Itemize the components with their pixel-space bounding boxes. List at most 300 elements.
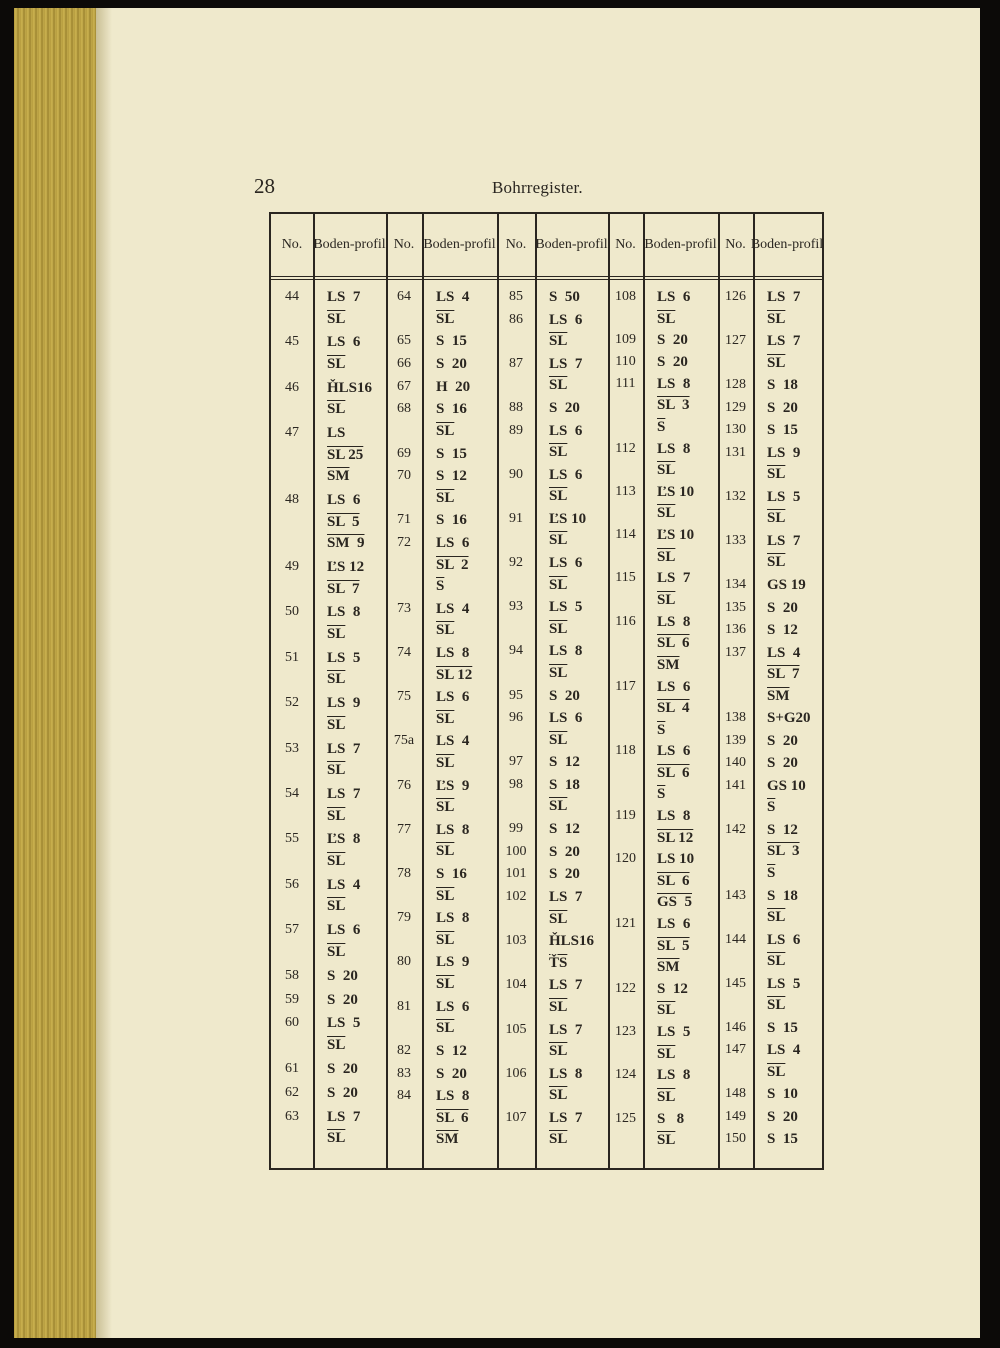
soil-profile-entry: $\overline{SM}$ xyxy=(657,959,680,976)
soil-profile-entry: LS 7 xyxy=(767,532,801,549)
row-number: 47 xyxy=(285,425,299,441)
soil-profile-entry: S 20 xyxy=(327,991,358,1008)
soil-profile-entry: SL 7 xyxy=(767,666,800,683)
soil-profile-entry: S 15 xyxy=(436,333,467,350)
row-number: 103 xyxy=(505,933,527,949)
row-number: 104 xyxy=(505,977,527,993)
soil-profile-entry: LS 8 xyxy=(436,910,470,927)
soil-profile-entry: LS 6 xyxy=(327,492,361,509)
soil-profile-entry: S 50 xyxy=(549,289,580,305)
soil-profile-entry: $\overline{SL}$ xyxy=(327,852,346,869)
row-number: 146 xyxy=(725,1019,746,1035)
row-number: 71 xyxy=(397,512,411,528)
row-number: 115 xyxy=(615,570,636,586)
row-number: 99 xyxy=(509,821,523,837)
soil-profile-entry: ĽS 12 xyxy=(327,559,365,575)
soil-profile-entry: $\overline{SL}$ xyxy=(657,462,676,479)
soil-profile-entry: LS 7 xyxy=(767,289,801,305)
soil-profile-entry: $\overline{SL}$ xyxy=(436,422,455,439)
soil-profile-entry: LS 5 xyxy=(327,1015,361,1032)
soil-profile-entry: LS 6 xyxy=(657,289,691,305)
header-no: No. xyxy=(725,237,746,252)
row-number: 57 xyxy=(285,922,299,938)
soil-profile-entry: $\overline{SL}$ xyxy=(327,762,346,779)
soil-profile-entry: $\overline{SL}$ xyxy=(767,1063,786,1080)
soil-profile-entry: $\overline{SL}$ xyxy=(436,310,455,327)
soil-profile-entry: ĽS 10 xyxy=(549,510,587,527)
row-number: 131 xyxy=(725,444,746,460)
soil-profile-entry: S 16 xyxy=(436,866,467,883)
soil-profile-entry: S 20 xyxy=(657,354,688,371)
row-number: 109 xyxy=(615,332,636,348)
row-number: 58 xyxy=(285,967,299,983)
row-number: 106 xyxy=(505,1065,527,1081)
soil-profile-entry: LS 4 xyxy=(436,733,470,750)
soil-profile-entry: S 16 xyxy=(436,401,467,418)
soil-profile-entry: GS 19 xyxy=(767,576,806,593)
soil-profile-entry: $\overline{S}$ xyxy=(657,786,666,803)
row-number: 81 xyxy=(397,998,411,1014)
row-number: 138 xyxy=(725,710,746,726)
soil-profile-entry: $\overline{SL}$ xyxy=(436,843,455,860)
row-number: 72 xyxy=(397,535,411,551)
soil-profile-entry: S 15 xyxy=(436,445,467,462)
row-number: 107 xyxy=(505,1109,527,1125)
soil-profile-entry: SL 6 xyxy=(436,1109,469,1126)
row-number: 143 xyxy=(725,887,746,903)
row-number: 149 xyxy=(725,1108,746,1124)
row-number: 67 xyxy=(397,378,411,394)
soil-profile-entry: $\overline{SL}$ xyxy=(436,754,455,771)
row-number: 65 xyxy=(397,333,411,349)
soil-profile-entry: $\overline{SL}$ xyxy=(327,625,346,642)
soil-profile-entry: $\overline{SL}$ xyxy=(549,1043,568,1060)
row-number: 139 xyxy=(725,732,746,748)
soil-profile-entry: LS 6 xyxy=(549,710,583,727)
row-number: 44 xyxy=(285,289,299,304)
row-number: 53 xyxy=(285,740,299,756)
soil-profile-entry: LS 8 xyxy=(657,440,691,457)
row-number: 89 xyxy=(509,422,523,438)
running-header: Bohrregister. xyxy=(492,178,583,197)
soil-profile-entry: S 12 xyxy=(436,1042,467,1059)
row-number: 45 xyxy=(285,334,299,350)
row-number: 77 xyxy=(397,821,411,837)
row-number: 66 xyxy=(397,355,411,371)
row-number: 55 xyxy=(285,831,299,847)
soil-profile-entry: SL 5 xyxy=(657,937,690,954)
soil-profile-entry: $\overline{SL}$ xyxy=(436,1020,455,1037)
soil-profile-entry: SL 4 xyxy=(657,700,690,716)
header-rule xyxy=(271,276,822,280)
row-number: 124 xyxy=(615,1067,636,1083)
soil-profile-entry: S 20 xyxy=(767,732,798,749)
row-number: 75a xyxy=(393,733,415,749)
row-number: 86 xyxy=(509,311,523,327)
soil-profile-entry: LS xyxy=(327,425,346,442)
header-bodenprofil-line1: Boden- xyxy=(423,237,465,252)
page-edges xyxy=(14,8,96,1338)
soil-profile-entry: $\overline{SL}$ xyxy=(549,576,568,593)
row-number: 147 xyxy=(725,1042,746,1058)
soil-profile-entry: LS 7 xyxy=(327,786,361,802)
soil-profile-entry: LS 6 xyxy=(327,922,361,939)
soil-profile-entry: LS 9 xyxy=(327,695,361,712)
soil-profile-entry: $\overline{SL}$ xyxy=(767,354,786,371)
row-number: 148 xyxy=(725,1086,746,1102)
row-number: 70 xyxy=(397,468,411,484)
row-number: 49 xyxy=(285,559,299,574)
soil-profile-entry: $\overline{S}$ xyxy=(436,578,445,595)
soil-profile-entry: SL 3 xyxy=(767,843,800,860)
soil-profile-entry: S 20 xyxy=(436,355,467,372)
row-number: 75 xyxy=(397,689,411,705)
soil-profile-entry: S 20 xyxy=(767,755,798,772)
soil-profile-entry: $\overline{S}$ xyxy=(767,799,776,816)
soil-profile-entry: S 20 xyxy=(327,1060,358,1077)
soil-profile-entry: SM 9 xyxy=(327,535,365,552)
soil-profile-entry: LS 6 xyxy=(327,334,361,351)
soil-profile-entry: S 20 xyxy=(549,866,580,883)
column-divider xyxy=(313,214,315,1168)
soil-profile-entry: LS 6 xyxy=(549,466,583,483)
soil-profile-entry: $\overline{SL}$ xyxy=(657,310,676,327)
row-number: 132 xyxy=(725,488,746,504)
row-number: 136 xyxy=(725,622,746,638)
soil-profile-entry: $\overline{SL}$ xyxy=(549,731,568,748)
row-number: 141 xyxy=(725,777,746,793)
row-number: 78 xyxy=(397,866,411,882)
soil-profile-entry: $\overline{SL}$ xyxy=(549,532,568,549)
header-no: No. xyxy=(505,237,527,252)
row-number: 130 xyxy=(725,422,746,438)
soil-profile-entry: SL 7 xyxy=(327,580,360,597)
row-number: 102 xyxy=(505,889,527,905)
row-number: 50 xyxy=(285,604,299,620)
soil-profile-entry: S 16 xyxy=(436,512,467,529)
row-number: 100 xyxy=(505,843,527,859)
soil-profile-entry: S 12 xyxy=(767,821,798,838)
row-number: 79 xyxy=(397,910,411,926)
soil-profile-entry: S 12 xyxy=(436,468,467,485)
soil-profile-entry: $\overline{SL}$ xyxy=(767,909,786,926)
row-number: 111 xyxy=(615,375,636,391)
bohrregister-table xyxy=(269,212,824,1170)
soil-profile-entry: LS 4 xyxy=(436,600,470,617)
soil-profile-entry: LS 7 xyxy=(327,740,361,757)
soil-profile-entry: $\overline{SL}$ xyxy=(549,620,568,637)
soil-profile-entry: LS 7 xyxy=(549,977,583,994)
row-number: 85 xyxy=(509,289,523,304)
header-bodenprofil xyxy=(750,214,824,276)
soil-profile-entry: LS 8 xyxy=(436,645,470,662)
soil-profile-entry: S 12 xyxy=(767,622,798,639)
row-number: 48 xyxy=(285,492,299,508)
soil-profile-entry: $\overline{SL}$ xyxy=(436,931,455,948)
soil-profile-entry: $\overline{ŤS}$ xyxy=(549,954,568,971)
row-number: 105 xyxy=(505,1021,527,1037)
row-number: 108 xyxy=(615,289,636,304)
row-number: 125 xyxy=(615,1110,636,1126)
soil-profile-entry: $\overline{S}$ xyxy=(657,418,666,435)
soil-profile-entry: LS 8 xyxy=(549,1065,583,1082)
soil-profile-entry: LS 4 xyxy=(767,1042,801,1059)
row-number: 60 xyxy=(285,1015,299,1031)
soil-profile-entry: $\overline{SL}$ xyxy=(767,554,786,571)
row-number: 126 xyxy=(725,289,746,304)
soil-profile-entry: $\overline{SM}$ xyxy=(657,656,680,673)
soil-profile-entry: LS 8 xyxy=(657,808,691,825)
row-number: 137 xyxy=(725,644,746,660)
soil-profile-entry: LS 6 xyxy=(436,535,470,552)
soil-profile-entry: $\overline{SL}$ xyxy=(767,997,786,1014)
soil-profile-entry: LS 5 xyxy=(767,975,801,992)
soil-profile-entry: S 15 xyxy=(767,422,798,439)
header-bodenprofil-line1: Boden- xyxy=(535,237,577,252)
soil-profile-entry: LS 5 xyxy=(327,649,361,666)
page-number: 28 xyxy=(254,174,275,198)
soil-profile-entry: $\overline{SL}$ xyxy=(549,798,568,815)
soil-profile-entry: GS 10 xyxy=(767,777,806,794)
soil-profile-entry: S 20 xyxy=(767,1108,798,1125)
soil-profile-entry: $\overline{SL}$ xyxy=(549,1131,568,1148)
soil-profile-entry: SL 3 xyxy=(657,397,690,414)
row-number: 83 xyxy=(397,1065,411,1081)
row-number: 117 xyxy=(615,678,636,694)
header-bodenprofil-line2: profil xyxy=(685,237,717,252)
row-number: 52 xyxy=(285,695,299,711)
row-number: 74 xyxy=(397,645,411,661)
header-bodenprofil-line1: Boden- xyxy=(750,237,793,252)
soil-profile-entry: S 20 xyxy=(549,843,580,860)
soil-profile-entry: $\overline{SL}$ xyxy=(657,505,676,522)
soil-profile-entry: LS 6 xyxy=(549,311,583,328)
soil-profile-entry: S 15 xyxy=(767,1131,798,1148)
row-number: 97 xyxy=(509,754,523,770)
row-number: 133 xyxy=(725,532,746,548)
row-number: 98 xyxy=(509,776,523,792)
row-number: 69 xyxy=(397,445,411,461)
header-bodenprofil-line2: profil xyxy=(354,237,386,252)
row-number: 56 xyxy=(285,876,299,892)
row-number: 80 xyxy=(397,954,411,970)
header-bodenprofil-line2: profil xyxy=(576,237,608,252)
column-divider xyxy=(753,214,755,1168)
row-number: 119 xyxy=(615,808,636,824)
soil-profile-entry: SL 6 xyxy=(657,872,690,889)
soil-profile-entry: LS 6 xyxy=(657,916,691,933)
row-number: 94 xyxy=(509,643,523,659)
soil-profile-entry: SL 6 xyxy=(657,635,690,652)
row-number: 76 xyxy=(397,777,411,793)
soil-profile-entry: SL 2 xyxy=(436,556,469,573)
row-number: 134 xyxy=(725,576,746,592)
soil-profile-entry: LS 5 xyxy=(657,1024,691,1041)
soil-profile-entry: ĽS 10 xyxy=(657,527,695,544)
row-number: 144 xyxy=(725,931,746,947)
soil-profile-entry: $\overline{SL}$ xyxy=(657,1045,676,1062)
soil-profile-entry: SL 6 xyxy=(657,764,690,781)
soil-profile-entry: $\overline{SL}$ xyxy=(767,510,786,527)
soil-profile-entry: $\overline{SL}$ xyxy=(657,548,676,565)
row-number: 62 xyxy=(285,1084,299,1100)
soil-profile-entry: LS 8 xyxy=(657,375,691,392)
row-number: 73 xyxy=(397,600,411,616)
soil-profile-entry: LS 8 xyxy=(436,821,470,838)
row-number: 150 xyxy=(725,1131,746,1147)
soil-profile-entry: LS 8 xyxy=(657,1067,691,1084)
soil-profile-entry: LS 9 xyxy=(436,954,470,971)
soil-profile-entry: LS 4 xyxy=(767,644,801,661)
row-number: 142 xyxy=(725,821,746,837)
column-divider xyxy=(535,214,537,1168)
row-number: 90 xyxy=(509,466,523,482)
header-bodenprofil-line2: profil xyxy=(464,237,496,252)
soil-profile-entry: $\overline{SM}$ xyxy=(436,1131,459,1148)
row-number: 135 xyxy=(725,599,746,615)
soil-profile-entry: $\overline{SL}$ xyxy=(327,716,346,733)
soil-profile-entry: LS 7 xyxy=(657,570,691,587)
row-number: 140 xyxy=(725,755,746,771)
soil-profile-entry: $\overline{SL}$ xyxy=(657,1002,676,1019)
soil-profile-entry: $\overline{S}$ xyxy=(767,864,776,881)
row-number: 116 xyxy=(615,613,636,629)
soil-profile-entry: $\overline{SL}$ xyxy=(657,1088,676,1105)
row-number: 114 xyxy=(615,527,636,543)
soil-profile-entry: $\overline{SL}$ xyxy=(436,710,455,727)
row-number: 129 xyxy=(725,399,746,415)
soil-profile-entry: S 20 xyxy=(549,399,580,416)
soil-profile-entry: S 20 xyxy=(549,687,580,704)
row-number: 118 xyxy=(615,743,636,759)
soil-profile-entry: $\overline{SL}$ xyxy=(549,333,568,350)
row-number: 84 xyxy=(397,1088,411,1104)
row-number: 121 xyxy=(615,916,636,932)
soil-profile-entry: ĽS 10 xyxy=(657,483,695,500)
header-bodenprofil xyxy=(643,214,718,276)
soil-profile-entry: LS 7 xyxy=(549,1021,583,1038)
header-bodenprofil xyxy=(313,214,386,276)
soil-profile-entry: S 20 xyxy=(436,1065,467,1082)
row-number: 123 xyxy=(615,1024,636,1040)
soil-profile-entry: SL 25 xyxy=(327,446,364,463)
soil-profile-entry: $\overline{SL}$ xyxy=(436,799,455,816)
soil-profile-entry: $\overline{SL}$ xyxy=(549,444,568,461)
soil-profile-entry: LS 6 xyxy=(657,678,691,695)
row-number: 59 xyxy=(285,991,299,1007)
soil-profile-entry: LS 7 xyxy=(327,1108,361,1125)
header-bodenprofil-line2: profil xyxy=(792,237,824,252)
soil-profile-entry: ȞLS16 xyxy=(327,379,373,396)
header-no: No. xyxy=(615,237,636,252)
row-number: 110 xyxy=(615,354,636,370)
header-no: No. xyxy=(393,237,415,252)
soil-profile-entry: S 18 xyxy=(767,887,798,904)
soil-profile-entry: LS 5 xyxy=(549,599,583,616)
soil-profile-entry: LS 7 xyxy=(549,1109,583,1126)
soil-profile-entry: $\overline{SL}$ xyxy=(436,975,455,992)
row-number: 145 xyxy=(725,975,746,991)
soil-profile-entry: LS 6 xyxy=(657,743,691,760)
row-number: 122 xyxy=(615,980,636,996)
soil-profile-entry: $\overline{SL}$ xyxy=(549,664,568,681)
header-no: No. xyxy=(281,237,303,252)
soil-profile-entry: $\overline{SL}$ xyxy=(767,310,786,327)
row-number: 82 xyxy=(397,1042,411,1058)
soil-profile-entry: LS 6 xyxy=(436,998,470,1015)
soil-profile-entry: $\overline{SL}$ xyxy=(327,671,346,688)
soil-profile-entry: S 18 xyxy=(549,776,580,793)
soil-profile-entry: $\overline{SM}$ xyxy=(327,468,350,485)
soil-profile-entry: S 20 xyxy=(767,399,798,416)
soil-profile-entry: $\overline{SL}$ xyxy=(767,466,786,483)
soil-profile-entry: $\overline{SL}$ xyxy=(327,401,346,418)
row-number: 46 xyxy=(285,379,299,395)
soil-profile-entry: SL 12 xyxy=(657,829,694,846)
soil-profile-entry: $\overline{SL}$ xyxy=(327,943,346,960)
soil-profile-entry: SL 5 xyxy=(327,513,360,530)
soil-profile-entry: $\overline{SL}$ xyxy=(549,910,568,927)
row-number: 120 xyxy=(615,851,636,867)
soil-profile-entry: ĽS 9 xyxy=(436,777,470,794)
soil-profile-entry: $\overline{SL}$ xyxy=(549,488,568,505)
soil-profile-entry: $\overline{SM}$ xyxy=(767,687,790,704)
soil-profile-entry: $\overline{SL}$ xyxy=(327,1036,346,1053)
soil-profile-entry: $\overline{SL}$ xyxy=(327,807,346,824)
soil-profile-entry: S 20 xyxy=(327,1084,358,1101)
soil-profile-entry: SL 12 xyxy=(436,666,473,683)
soil-profile-entry: ĽS 8 xyxy=(327,831,361,848)
header-bodenprofil xyxy=(535,214,608,276)
soil-profile-entry: $\overline{SL}$ xyxy=(436,887,455,904)
row-number: 92 xyxy=(509,555,523,571)
soil-profile-entry: $\overline{S}$ xyxy=(657,721,666,738)
row-number: 127 xyxy=(725,333,746,349)
soil-profile-entry: H 20 xyxy=(436,378,471,395)
soil-profile-entry: $\overline{SL}$ xyxy=(549,377,568,394)
header-bodenprofil xyxy=(422,214,497,276)
soil-profile-entry: LS 7 xyxy=(767,333,801,350)
soil-profile-entry: $\overline{SL}$ xyxy=(327,1130,346,1147)
soil-profile-entry: S 20 xyxy=(657,332,688,349)
soil-profile-entry: $\overline{SL}$ xyxy=(657,591,676,608)
soil-profile-entry: LS 5 xyxy=(767,488,801,505)
soil-profile-entry: S 12 xyxy=(657,980,688,997)
soil-profile-entry: $\overline{SL}$ xyxy=(327,898,346,915)
soil-profile-entry: LS 8 xyxy=(327,604,361,621)
soil-profile-entry: LS 6 xyxy=(549,555,583,572)
header-bodenprofil-line1: Boden- xyxy=(313,237,355,252)
soil-profile-entry: LS 7 xyxy=(549,889,583,906)
row-number: 54 xyxy=(285,786,299,801)
soil-profile-entry: S 18 xyxy=(767,377,798,394)
column-divider xyxy=(422,214,424,1168)
soil-profile-entry: LS 6 xyxy=(767,931,801,948)
soil-profile-entry: S 8 xyxy=(657,1110,685,1127)
soil-profile-entry: LS 4 xyxy=(327,876,361,893)
soil-profile-entry: LS 6 xyxy=(549,422,583,439)
soil-profile-entry: $\overline{SL}$ xyxy=(657,1132,676,1149)
soil-profile-entry: S 15 xyxy=(767,1019,798,1036)
soil-profile-entry: LS 9 xyxy=(767,444,801,461)
column-divider xyxy=(643,214,645,1168)
soil-profile-entry: LS 10 xyxy=(657,851,695,868)
row-number: 128 xyxy=(725,377,746,393)
soil-profile-entry: $\overline{SL}$ xyxy=(436,622,455,639)
row-number: 68 xyxy=(397,401,411,417)
row-number: 87 xyxy=(509,355,523,371)
soil-profile-entry: LS 7 xyxy=(549,355,583,372)
